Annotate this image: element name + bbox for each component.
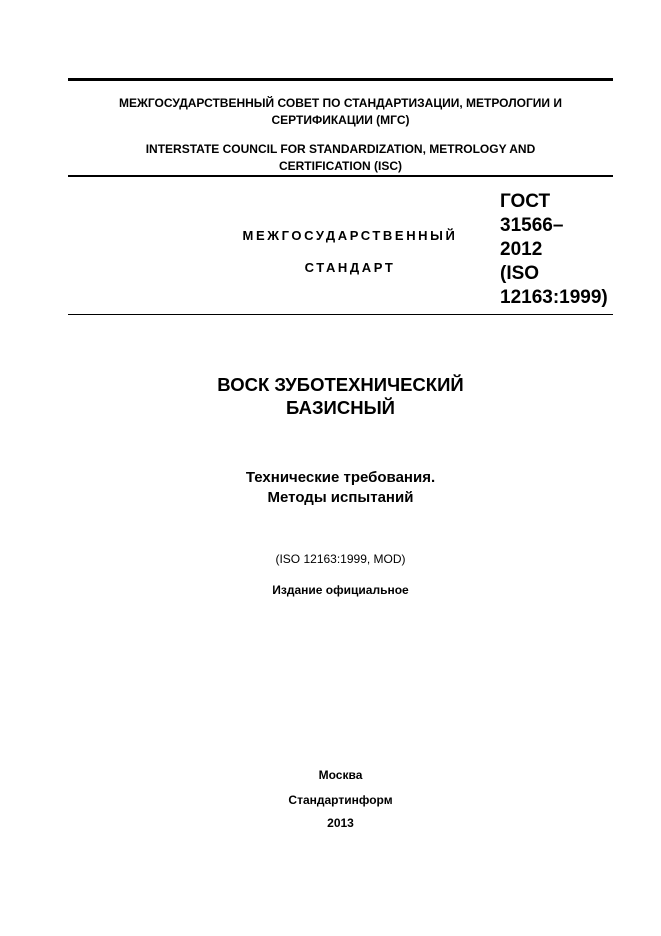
council-ru-line: СЕРТИФИКАЦИИ (МГС) (271, 113, 410, 127)
iso-reference: (ISO 12163:1999, MOD) (275, 552, 406, 566)
council-en-line: CERTIFICATION (ISC) (278, 159, 403, 173)
standard-type (200, 220, 500, 284)
edition-label: Издание официальное (272, 583, 409, 597)
title-line: ВОСК ЗУБОТЕХНИЧЕСКИЙ (217, 374, 464, 395)
gost-designation (500, 190, 608, 310)
document-subtitle (68, 468, 613, 508)
council-name-ru (68, 95, 613, 129)
subtitle-line: Методы испытаний (267, 489, 414, 506)
designation-line: (ISO (500, 263, 540, 284)
header-rule (68, 175, 613, 177)
subtitle-line: Технические требования. (245, 469, 436, 486)
designation-line: ГОСТ (500, 191, 551, 212)
document-title (68, 373, 613, 419)
publication-year: 2013 (327, 816, 354, 830)
council-en-line: INTERSTATE COUNCIL FOR STANDARDIZATION, METROLOGY AND (145, 142, 536, 156)
top-rule (68, 78, 613, 81)
designation-rule (68, 314, 613, 315)
title-line: БАЗИСНЫЙ (286, 397, 395, 418)
designation-line: 31566– (500, 215, 564, 236)
designation-line: 2012 (500, 239, 543, 260)
standard-type-line: МЕЖГОСУДАРСТВЕННЫЙ (242, 228, 458, 243)
publication-city: Москва (318, 768, 363, 782)
publisher: Стандартинформ (288, 793, 393, 807)
council-name-en (68, 141, 613, 175)
designation-line: 12163:1999) (500, 287, 608, 308)
council-ru-line: МЕЖГОСУДАРСТВЕННЫЙ СОВЕТ ПО СТАНДАРТИЗАЦИИ, МЕТРОЛОГИИ И (119, 96, 562, 110)
standard-type-line: СТАНДАРТ (304, 260, 396, 275)
